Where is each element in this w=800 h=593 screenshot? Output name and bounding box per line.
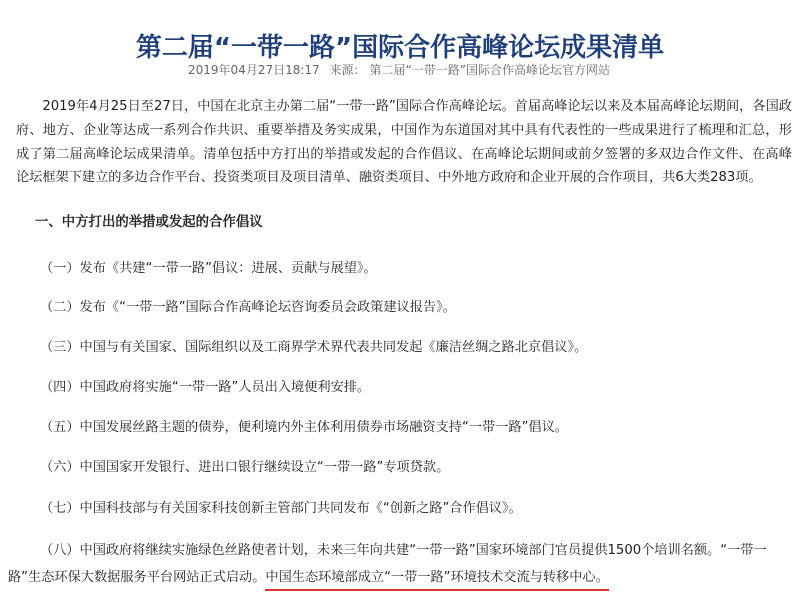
section-heading: 一、中方打出的举措或发起的合作倡议 (35, 215, 263, 230)
page-title: 第二届“一带一路”国际合作高峰论坛成果清单 (135, 33, 665, 64)
list-item: （六）中国国家开发银行、进出口银行继续设立“一带一路”专项贷款。 (40, 460, 450, 475)
publish-date: 2019年04月27日18:17 (188, 63, 320, 77)
list-item: （二）发布《“一带一路”国际合作高峰论坛咨询委员会政策建议报告》。 (40, 300, 456, 315)
item8-text: （八）中国政府将继续实施绿色丝路使者计划，未来三年向共建“一带一路”国家环境部门官员提供1500个培训名额。“一带一路”生态环保大数据服务平台网站正式启动。 (8, 543, 767, 585)
list-item: （七）中国科技部与有关国家科技创新主管部门共同发布《“创新之路”合作倡议》。 (40, 501, 522, 516)
list-item: （四）中国政府将实施“一带一路”人员出入境便利安排。 (40, 380, 371, 395)
source-link[interactable]: 第二届“一带一路”国际合作高峰论坛官方网站 (369, 63, 610, 77)
highlighted-text: 中国生态环境部成立“一带一路”环境技术交流与转移中心。 (265, 570, 608, 591)
list-item: （五）中国发展丝路主题的债券，便利境内外主体利用债券市场融资支持“一带一路”倡议。 (40, 420, 568, 435)
list-item-highlighted (8, 537, 794, 591)
intro-paragraph: 2019年4月25日至27日，中国在北京主办第二届“一带一路”国际合作高峰论坛。首届高峰论坛以来及本届高峰论坛期间，各国政府、地方、企业等达成一系列合作共识、重要举措及务实成果，中国作为东道国对其中具有代表性的一些成果进行了梳理和汇总，形成了第二届高峰论坛成果清单。清单包括中方打出的举措或发起的合作倡议、在高峰论坛期间或前夕签署的多双边合作文件、在高峰论坛框架下建立的多边合作平台、投资类项目及项目清单、融资类项目、中外地方政府和企业开展的合作项目，共6大类283项。 (16, 99, 792, 186)
article-meta (0, 61, 800, 78)
source-label: 来源： 第二届“一带一路”国际合作高峰论坛官方网站 (329, 63, 610, 77)
list-item: （三）中国与有关国家、国际组织以及工商界学术界代表共同发起《廉洁丝绸之路北京倡议》。 (40, 340, 588, 355)
list-item: （一）发布《共建“一带一路”倡议：进展、贡献与展望》。 (40, 261, 377, 276)
